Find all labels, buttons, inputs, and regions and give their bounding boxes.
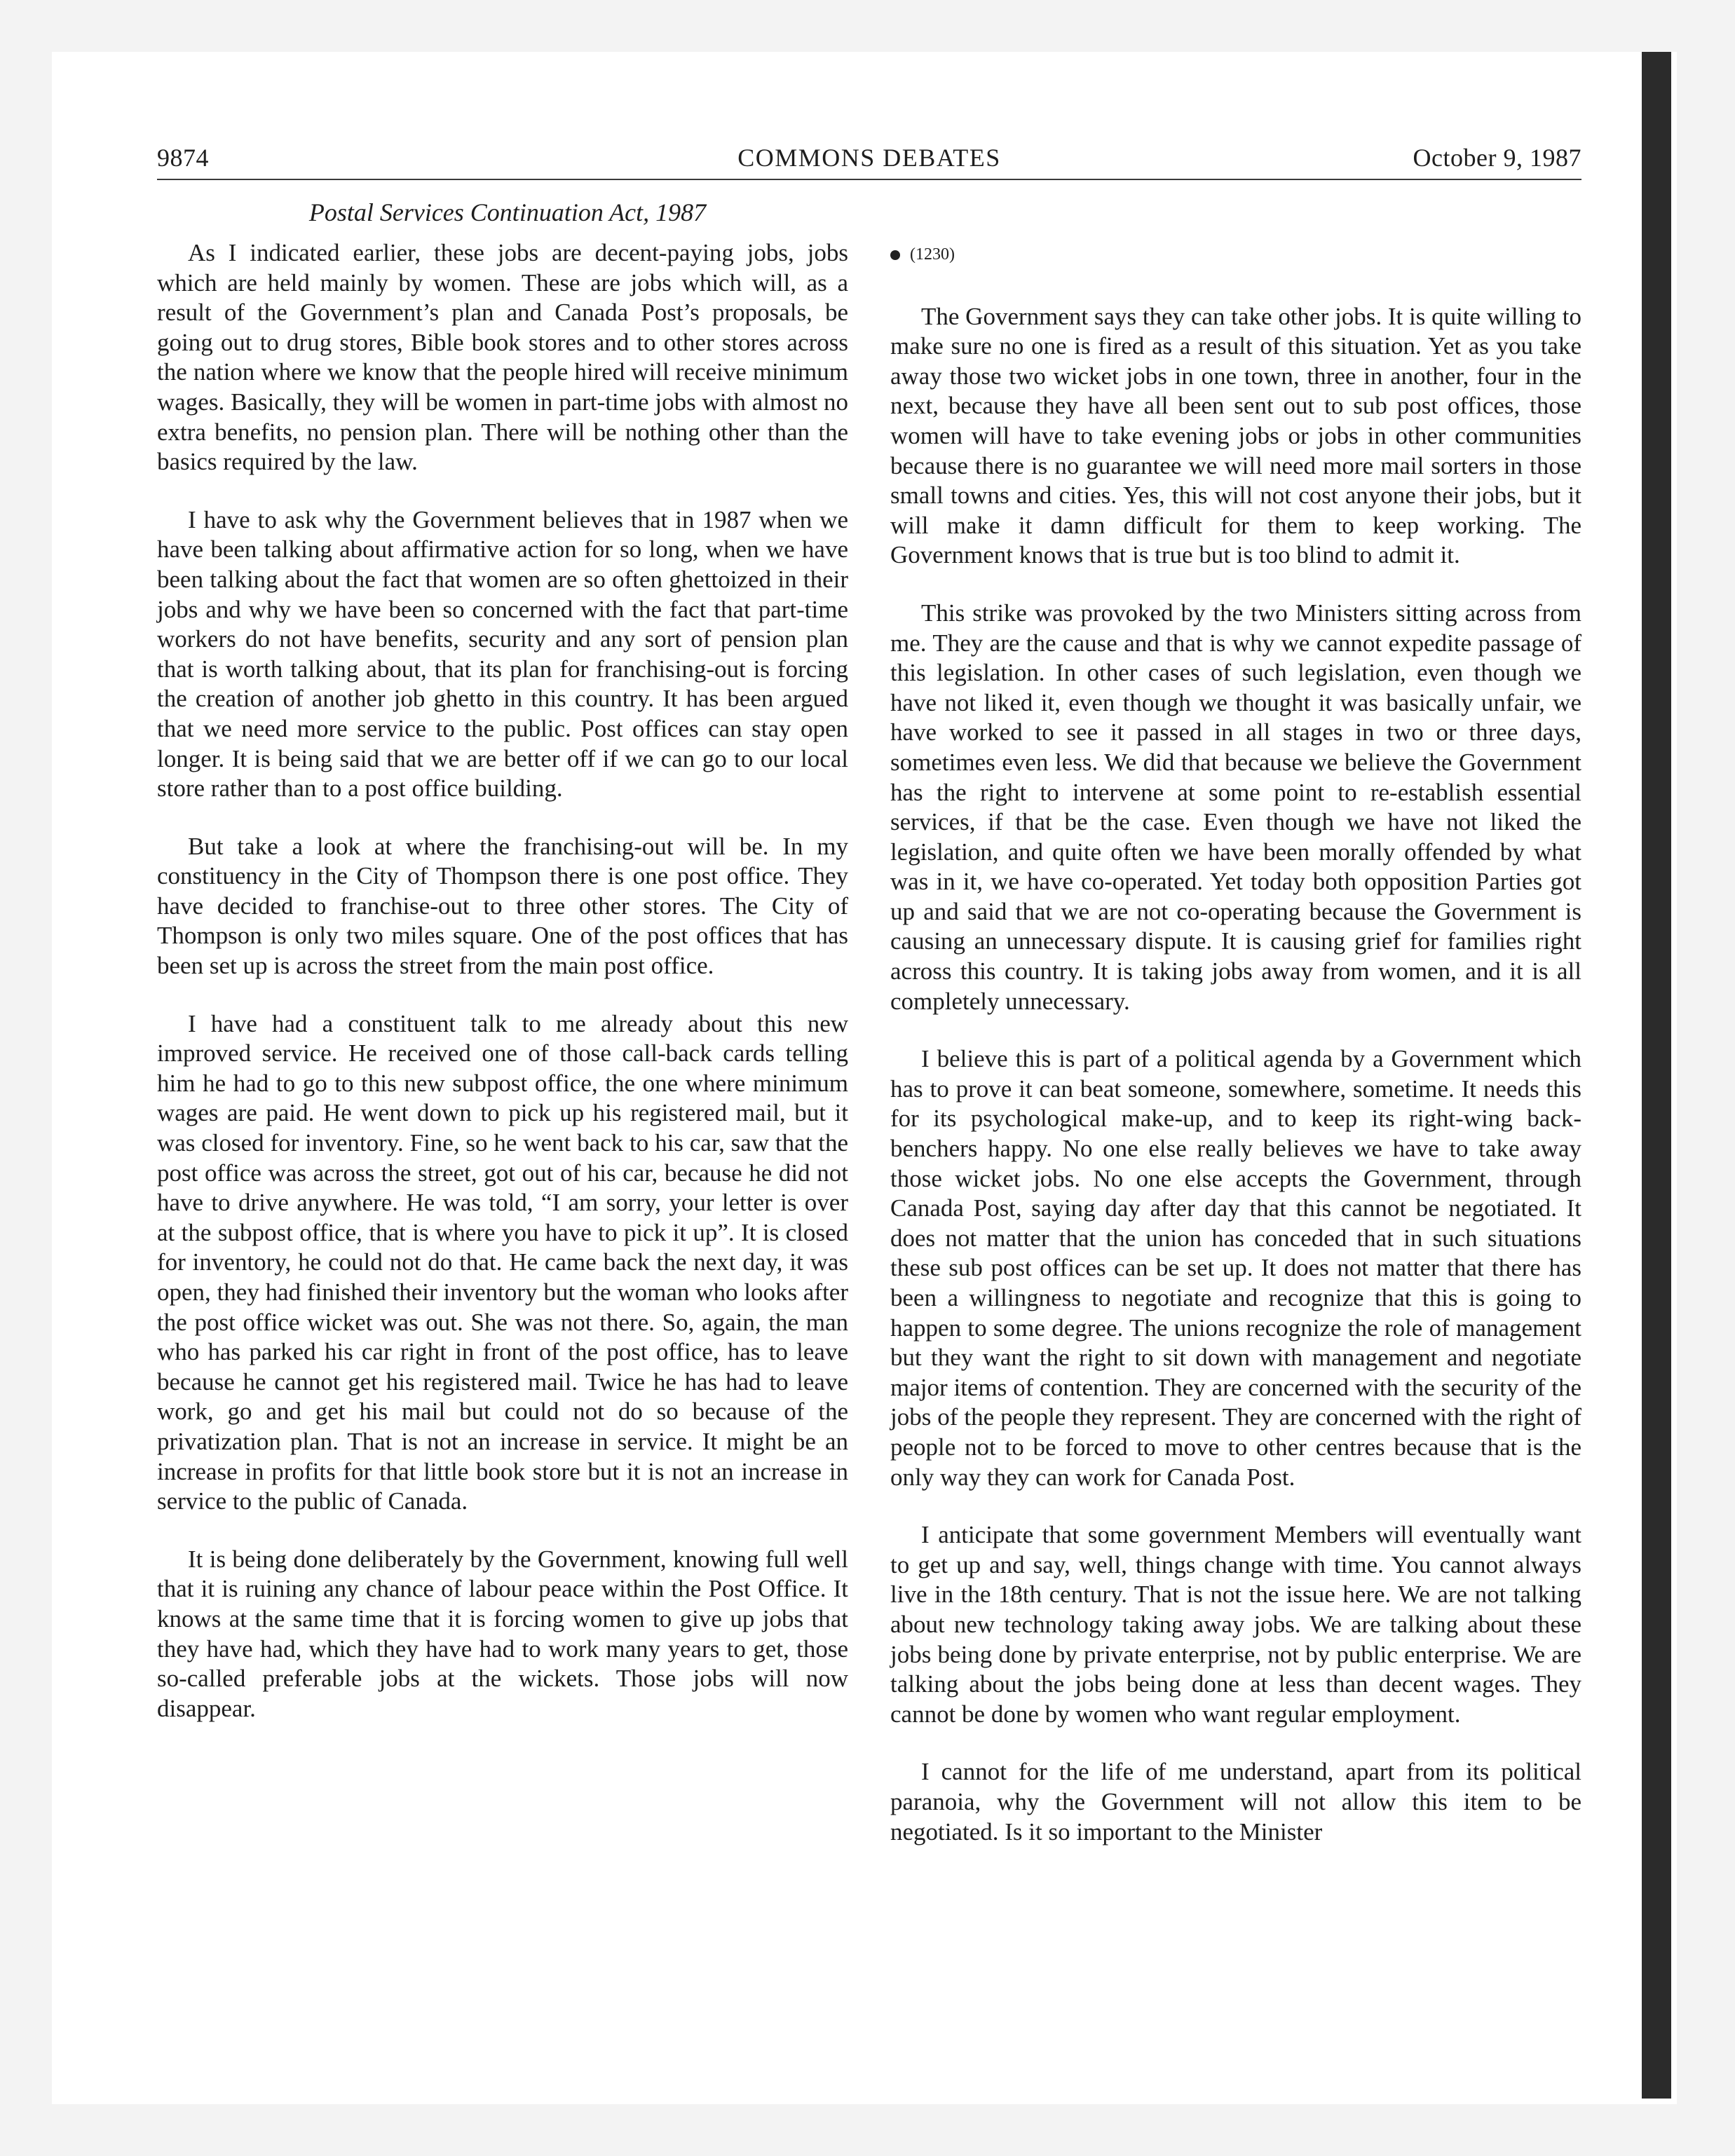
paragraph: I have had a constituent talk to me already about this new improved service. He received one of those call-back cards telling him he had to go to this new subpost office, the one where minimum wages are paid. He went down to pick up his registered mail, but it was closed for inventory. Fine, so he went back to his car, saw that the post office was across the street, got out of his car, because he did not have to drive anywhere. He was told, “I am sorry, your letter is over at the subpost office, that is where you have to pick it up”. It is closed for inventory, he could not do that. He came back the next day, it was open, they had finished their inventory but the woman who looks after the post office wicket was out. She was not there. So, again, the man who has parked his car right in front of the post office, has to leave because he cannot get his registered mail. Twice he has had to leave work, go and get his mail but could not do so because of the privatization plan. That is not an increase in service. It might be an increase in profits for that little book store but it is not an increase in service to the public of Canada. [157, 1009, 848, 1515]
left-column [157, 238, 848, 1752]
paragraph: This strike was provoked by the two Ministers sitting across from me. They are the cause and that is why we cannot expedite passage of this legislation. In other cases of such legislation, even though we have not liked it, even though we thought it was basically unfair, we have worked to see it passed in all stages in two or three days, sometimes even less. We did that because we believe the Government has the right to intervene at some point to re-establish essential services, if that be the case. Even though we have not liked the legislation, and quite often we have been morally offended by what was in it, we have co-operated. Yet today both opposition Parties got up and said that we are not co-operating because the Government is causing an unnecessary dispute. It is causing grief for families right across this country. It is taking jobs away from women, and it is all completely unnecessary. [890, 599, 1581, 1015]
paragraph: I believe this is part of a political agenda by a Government which has to prove it can beat someone, somewhere, sometime. It needs this for its psychological make-up, and to keep its right-wing back-benchers happy. No one else really believes we have to take away those wicket jobs. No one else accepts the Government, through Canada Post, saying day after day that this cannot be negotiated. It does not matter that the union has conceded that in such situations these sub post offices can be set up. It does not matter that there has been a willingness to negotiate and recognize that this is going to happen to some degree. The unions recognize the role of management but they want the right to sit down with management and negotiate major items of contention. They are concerned with the security of the jobs of the people they represent. They are concerned with the right of people not to be forced to move to other centres because that is the only way they can work for Canada Post. [890, 1045, 1581, 1491]
scan-edge-shadow [1642, 52, 1671, 2099]
paragraph: I anticipate that some government Members will eventually want to get up and say, well, things change with time. You cannot always live in the 18th century. That is not the issue here. We are not talking about new technology taking away jobs. We are talking about these jobs being done by private enterprise, not by public enterprise. We are talking about the jobs being done at less than decent wages. They cannot be done by women who want regular employment. [890, 1521, 1581, 1728]
paragraph: But take a look at where the franchising-out will be. In my constituency in the City of Thompson there is one post office. They have decided to franchise-out to three other stores. The City of Thompson is only two miles square. One of the post offices that has been set up is across the street from the main post office. [157, 832, 848, 980]
paragraph: I have to ask why the Government believes that in 1987 when we have been talking about affirmative action for so long, when we have been talking about the fact that women are so often ghettoized in their jobs and why we have been so concerned with the fact that part-time workers do not have benefits, security and any sort of pension plan that is worth talking about, that its plan for franchising-out is forcing the creation of another job ghetto in this country. It has been argued that we need more service to the public. Post offices can stay open longer. It is being said that we are better off if we can go to our local store rather than to a post office building. [157, 505, 848, 803]
paragraph: As I indicated earlier, these jobs are decent-paying jobs, jobs which are held mainly by women. These are jobs which will, as a result of the Government’s plan and Canada Post’s proposals, be going out to drug stores, Bible book stores and to other stores across the nation where we know that the people hired will receive minimum wages. Basically, they will be women in part-time jobs with almost no extra benefits, no pension plan. There will be nothing other than the basics required by the law. [157, 239, 848, 476]
paragraph: It is being done deliberately by the Government, knowing full well that it is ruining any chance of labour peace within the Post Office. It knows at the same time that it is forcing women to give up jobs that they have had, which they have had to work many years to get, those so-called preferable jobs at the wickets. Those jobs will now disappear. [157, 1545, 848, 1722]
publication-title: COMMONS DEBATES [737, 144, 1001, 172]
paragraph: The Government says they can take other jobs. It is quite willing to make sure no one is fired as a result of this situation. Yet as you take away those two wicket jobs in one town, three in another, four in the next, because they have all been sent out to sub post offices, those women will have to take evening jobs or jobs in other communities because there is no guarantee we will need more mail sorters in those small towns and cities. Yes, this will not cost anyone their jobs, but it will make it damn difficult for them to keep working. The Government knows that is true but is too blind to admit it. [890, 302, 1581, 569]
publication-date: October 9, 1987 [1413, 144, 1581, 172]
right-column [890, 237, 1581, 1875]
time-marker [890, 240, 1581, 270]
paragraph: I cannot for the life of me understand, apart from its political paranoia, why the Government will not allow this item to be negotiated. Is it so important to the Minister [890, 1758, 1581, 1845]
running-title: Postal Services Continuation Act, 1987 [308, 198, 707, 226]
page-header [157, 143, 1581, 179]
header-rule [157, 179, 1581, 180]
page-number: 9874 [157, 144, 209, 172]
time-marker-text: (1230) [910, 245, 955, 264]
bullet-icon [890, 250, 900, 260]
